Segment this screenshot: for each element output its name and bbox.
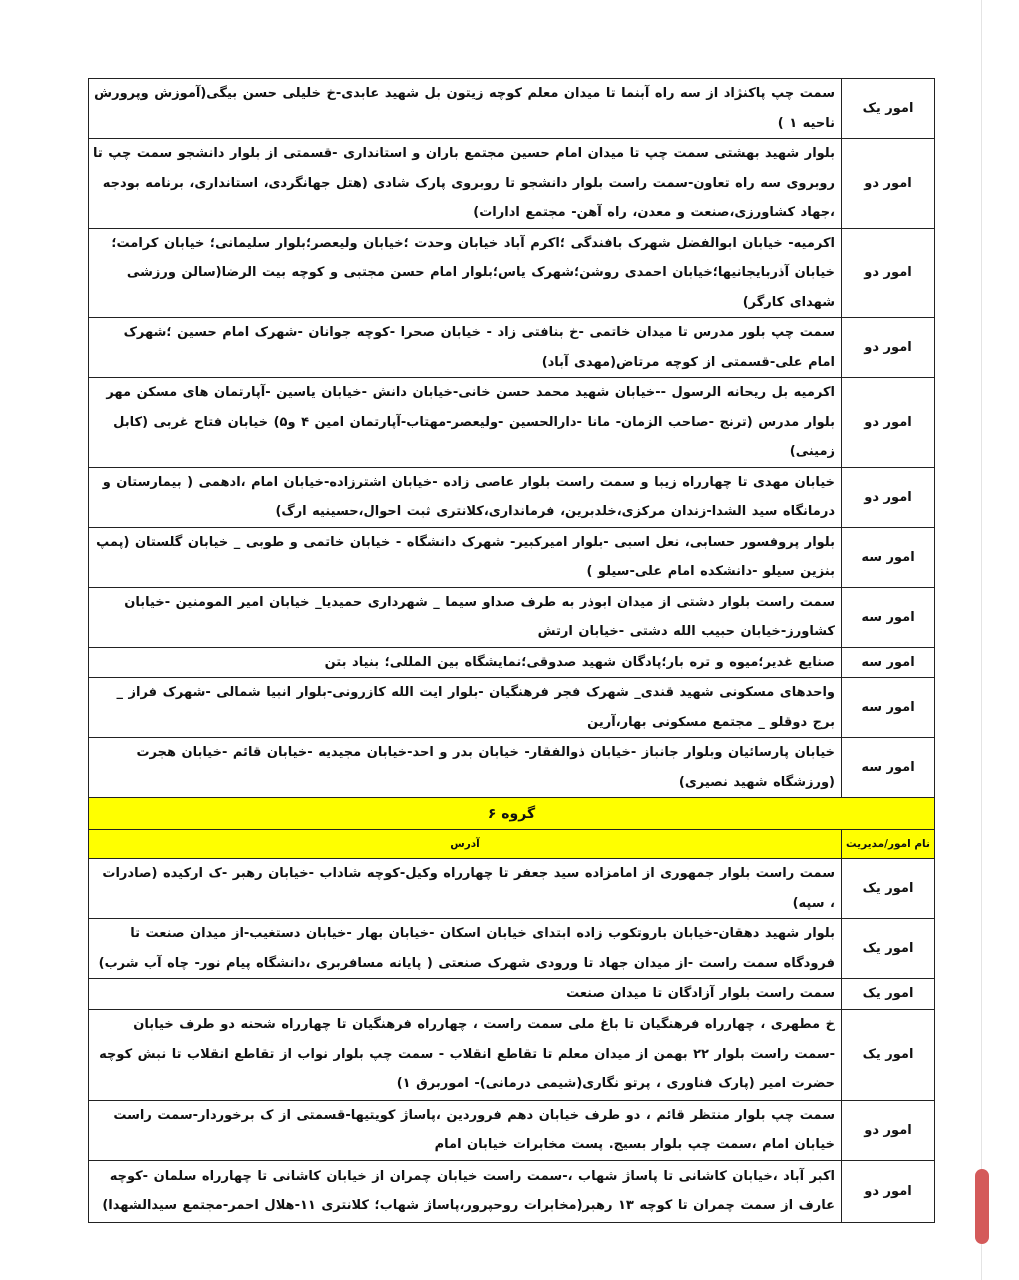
table-row: [89, 738, 935, 798]
table-row: [89, 228, 935, 318]
table-row: [89, 678, 935, 738]
unit-cell: امور دو: [842, 228, 935, 318]
address-cell: خیابان پارسائیان وبلوار جانباز -خیابان ذوالفقار- خیابان بدر و احد-خیابان مجیدیه -خیابان قائم -خیابان هجرت (ورزشگاه شهید نصیری): [89, 738, 842, 798]
address-cell: بلوار پروفسور حسابی، نعل اسبی -بلوار امیرکبیر- شهرک دانشگاه - خیابان خاتمی و طوبی _ خیابان گلستان (پمپ بنزین سیلو -دانشکده امام علی-سیلو ): [89, 527, 842, 587]
address-cell: سمت چپ بلور مدرس تا میدان خاتمی -خ بنافتی زاد - خیابان صحرا -کوچه جوانان -شهرک امام حسین ؛شهرک امام علی-قسمتی از کوچه مرتاض(مهدی آباد): [89, 318, 842, 378]
scrollbar-thumb[interactable]: [975, 1169, 989, 1244]
table-row: [89, 318, 935, 378]
table-row: [89, 378, 935, 468]
column-header-address: آدرس: [89, 830, 842, 859]
outage-address-table: [88, 78, 935, 1223]
address-cell: سمت راست بلوار دشتی از میدان ابوذر به طرف صداو سیما _ شهرداری حمیدیا_ خیابان امیر المومنین -خیابان کشاورز-خیابان حبیب الله دشتی -خیابان ارتش: [89, 587, 842, 647]
table-row: [89, 79, 935, 139]
address-table: [88, 78, 935, 1223]
scrollbar-track[interactable]: [981, 0, 982, 1280]
column-header-unit: نام امور/مدیریت: [842, 830, 935, 859]
table-row: [89, 527, 935, 587]
group-title: گروه ۶: [89, 798, 935, 830]
table-row: [89, 859, 935, 919]
address-cell: صنایع غدیر؛میوه و تره بار؛پادگان شهید صدوقی؛نمایشگاه بین المللی؛ بنیاد بتن: [89, 647, 842, 678]
address-cell: سمت راست بلوار جمهوری از امامزاده سید جعفر تا چهارراه وکیل-کوچه شاداب -خیابان رهبر -ک ارکیده (صادرات ، سپه): [89, 859, 842, 919]
address-cell: خیابان مهدی تا چهارراه زیبا و سمت راست بلوار عاصی زاده -خیابان اشترزاده-خیابان امام ،ادهمی ( بیمارستان و درمانگاه سید الشدا-زندان مرکزی،خلدبرین، فرمانداری،کلانتری ثبت احوال،حسینیه ارگ): [89, 467, 842, 527]
unit-cell: امور یک: [842, 919, 935, 979]
address-cell: اکبر آباد ،خیابان کاشانی تا پاساژ شهاب ،-سمت راست خیابان چمران از خیابان کاشانی تا چهارراه سلمان -کوچه عارف از سمت چمران تا کوچه ۱۳ رهبر(مخابرات روحپرور،پاساژ شهاب؛ کلانتری ۱۱-هلال احمر-مجتمع سیدالشهدا): [89, 1160, 842, 1222]
unit-cell: امور سه: [842, 587, 935, 647]
address-cell: بلوار شهید بهشتی سمت چپ تا میدان امام حسین مجتمع باران و استانداری -قسمتی از بلوار دانشجو سمت چپ تا روبروی سه راه تعاون-سمت راست بلوار دانشجو تا روبروی پارک شادی (هتل جهانگردی، استانداری، برنامه بودجه ،جهاد کشاورزی،صنعت و معدن، راه آهن- مجتمع ادارات): [89, 139, 842, 229]
unit-cell: امور سه: [842, 647, 935, 678]
table-row: [89, 919, 935, 979]
unit-cell: امور سه: [842, 527, 935, 587]
address-cell: واحدهای مسکونی شهید قندی_ شهرک فجر فرهنگیان -بلوار ایت الله کازرونی-بلوار انبیا شمالی -شهرک فراز _ برج دوقلو _ مجتمع مسکونی بهار،آرین: [89, 678, 842, 738]
table-row: [89, 467, 935, 527]
unit-cell: امور یک: [842, 859, 935, 919]
unit-cell: امور سه: [842, 678, 935, 738]
unit-cell: امور دو: [842, 318, 935, 378]
unit-cell: امور سه: [842, 738, 935, 798]
group-title-row: [89, 798, 935, 830]
table-row: [89, 1100, 935, 1160]
table-row: [89, 979, 935, 1010]
table-row: [89, 1160, 935, 1222]
unit-cell: امور دو: [842, 1100, 935, 1160]
address-cell: خ مطهری ، چهارراه فرهنگیان تا باغ ملی سمت راست ، چهارراه فرهنگیان تا چهارراه شحنه دو طرف خیابان -سمت راست بلوار ۲۲ بهمن از میدان معلم تا تقاطع انقلاب - سمت چپ بلوار نواب از تقاطع انقلاب تا نبش کوچه حضرت امیر (پارک فناوری ، پرتو نگاری(شیمی درمانی)- اموربرق ۱): [89, 1009, 842, 1100]
address-cell: بلوار شهید دهقان-خیابان باروتکوب زاده ابتدای خیابان اسکان -خیابان بهار -خیابان دستغیب-از میدان صنعت تا فرودگاه سمت راست -از میدان جهاد تا ورودی شهرک صنعتی ( پایانه مسافربری ،دانشگاه پیام نور- چاه آب شرب): [89, 919, 842, 979]
address-cell: اکرمیه- خیابان ابوالفضل شهرک بافندگی ؛اکرم آباد خیابان وحدت ؛خیابان ولیعصر؛بلوار سلیمانی؛ خیابان کرامت؛خیابان آذربایجانیها؛خیابان احمدی روشن؛شهرک یاس؛بلوار امام حسن مجتبی و کوچه بیت الرضا(سالن ورزشی شهدای کارگر): [89, 228, 842, 318]
table-row: [89, 587, 935, 647]
unit-cell: امور دو: [842, 139, 935, 229]
address-cell: اکرمیه بل ریحانه الرسول --خیابان شهید محمد حسن خانی-خیابان دانش -خیابان یاسین -آپارتمان های مسکن مهر بلوار مدرس (ترنج -صاحب الزمان- مانا -دارالحسین -ولیعصر-مهتاب-آپارتمان امین ۴ و۵) خیابان فتاح غربی (کابل زمینی): [89, 378, 842, 468]
unit-cell: امور یک: [842, 979, 935, 1010]
unit-cell: امور یک: [842, 79, 935, 139]
group-header-row: [89, 830, 935, 859]
unit-cell: امور دو: [842, 467, 935, 527]
table-body-top: [89, 79, 935, 1223]
unit-cell: امور دو: [842, 378, 935, 468]
address-cell: سمت چپ بلوار منتظر قائم ، دو طرف خیابان دهم فروردین ،پاساژ کویتیها-قسمتی از ک برخوردار-سمت راست خیابان امام ،سمت چپ بلوار بسیج. پست مخابرات خیابان امام: [89, 1100, 842, 1160]
table-row: [89, 1009, 935, 1100]
table-row: [89, 139, 935, 229]
address-cell: سمت راست بلوار آزادگان تا میدان صنعت: [89, 979, 842, 1010]
table-row: [89, 647, 935, 678]
unit-cell: امور دو: [842, 1160, 935, 1222]
unit-cell: امور یک: [842, 1009, 935, 1100]
address-cell: سمت چپ پاکنژاد از سه راه آبنما تا میدان معلم کوچه زیتون بل شهید عابدی-خ خلیلی حسن بیگی(آموزش وپرورش ناحیه ۱ ): [89, 79, 842, 139]
